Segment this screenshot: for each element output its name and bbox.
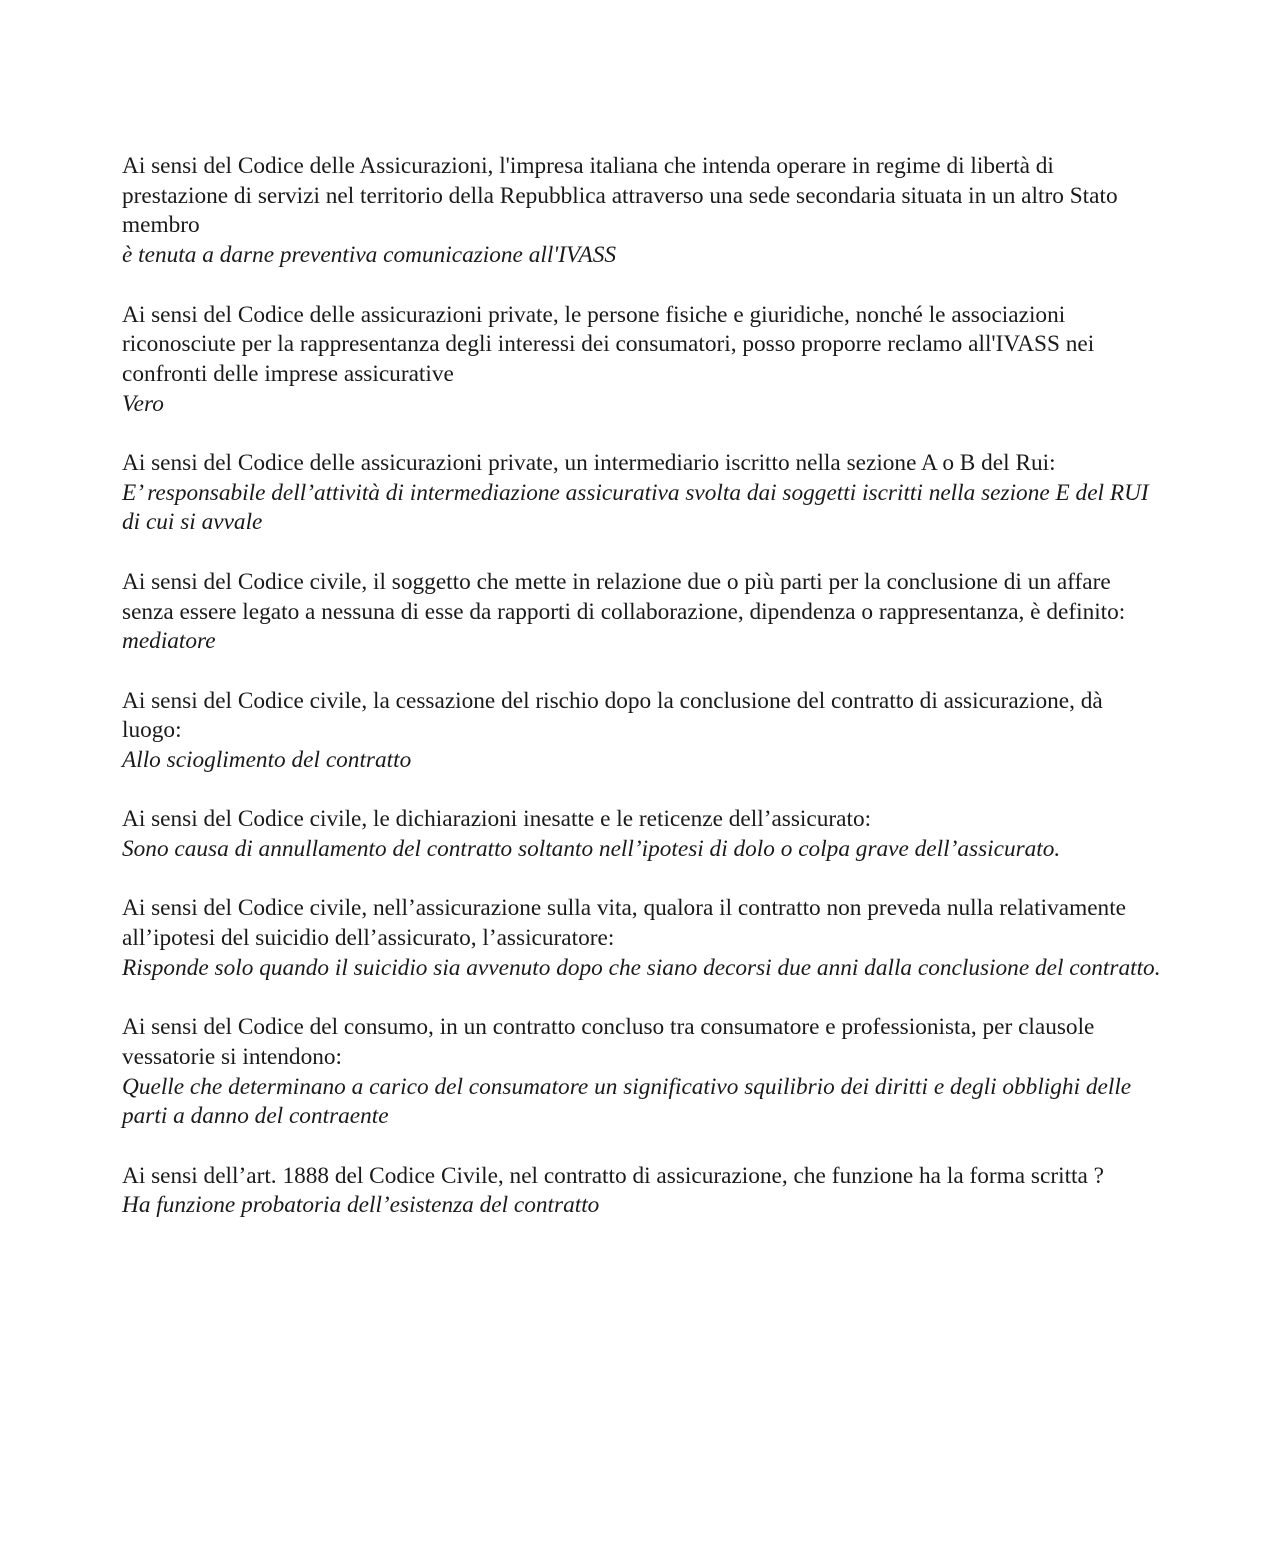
answer-text: E’ responsabile dell’attività di intermediazione assicurativa svolta dai soggetti iscritti nella sezione E del RUI di cui si avvale <box>122 479 1149 536</box>
qa-item <box>122 894 1162 983</box>
question-text: Ai sensi del Codice civile, la cessazione del rischio dopo la conclusione del contratto di assicurazione, dà luogo: <box>122 687 1103 744</box>
question-text: Ai sensi dell’art. 1888 del Codice Civile, nel contratto di assicurazione, che funzione ha la forma scritta ? <box>122 1162 1105 1189</box>
answer-text: mediatore <box>122 628 216 655</box>
question-text: Ai sensi del Codice delle assicurazioni private, un intermediario iscritto nella sezione A o B del Rui: <box>122 450 1056 476</box>
question-text: Ai sensi del Codice delle Assicurazioni, l'impresa italiana che intenda operare in regime di libertà di prestazione di servizi nel territorio della Repubblica attraverso una sede secondaria situata in un altro Stato membro <box>122 153 1118 239</box>
qa-item <box>122 687 1162 776</box>
answer-text: è tenuta a darne preventiva comunicazione all'IVASS <box>122 242 617 269</box>
qa-item <box>122 301 1162 420</box>
question-text: Ai sensi del Codice del consumo, in un contratto concluso tra consumatore e professionista, per clausole vessatorie si intendono: <box>122 1014 1095 1070</box>
answer-text: Ha funzione probatoria dell’esistenza del contratto <box>122 1192 600 1219</box>
question-text: Ai sensi del Codice delle assicurazioni private, le persone fisiche e giuridiche, nonché le associazioni riconosciute per la rappresentanza degli interessi dei consumatori, posso proporre reclamo all'IVASS nei confronti delle imprese assicurative <box>122 301 1095 387</box>
qa-item <box>122 1162 1162 1221</box>
answer-text: Risponde solo quando il suicidio sia avvenuto dopo che siano decorsi due anni dalla conclusione del contratto. <box>122 954 1161 981</box>
qa-item <box>122 449 1162 538</box>
qa-item <box>122 805 1162 864</box>
answer-text: Sono causa di annullamento del contratto soltanto nell’ipotesi di dolo o colpa grave dell’assicurato. <box>122 836 1061 863</box>
question-text: Ai sensi del Codice civile, nell’assicurazione sulla vita, qualora il contratto non preveda nulla relativamente all’ipotesi del suicidio dell’assicurato, l’assicuratore: <box>122 895 1127 952</box>
document-page <box>122 152 1162 1251</box>
question-text: Ai sensi del Codice civile, il soggetto che mette in relazione due o più parti per la conclusione di un affare senza essere legato a nessuna di esse da rapporti di collaborazione, dipendenza o rappresentanza, è definito: <box>122 568 1126 625</box>
answer-text: Quelle che determinano a carico del consumatore un significativo squilibrio dei diritti e degli obblighi delle parti a danno del contraente <box>122 1073 1132 1130</box>
question-text: Ai sensi del Codice civile, le dichiarazioni inesatte e le reticenze dell’assicurato: <box>122 806 872 833</box>
answer-text: Vero <box>122 390 164 417</box>
qa-item <box>122 568 1162 657</box>
answer-text: Allo scioglimento del contratto <box>122 747 412 773</box>
qa-item <box>122 1013 1162 1132</box>
qa-item <box>122 152 1162 271</box>
